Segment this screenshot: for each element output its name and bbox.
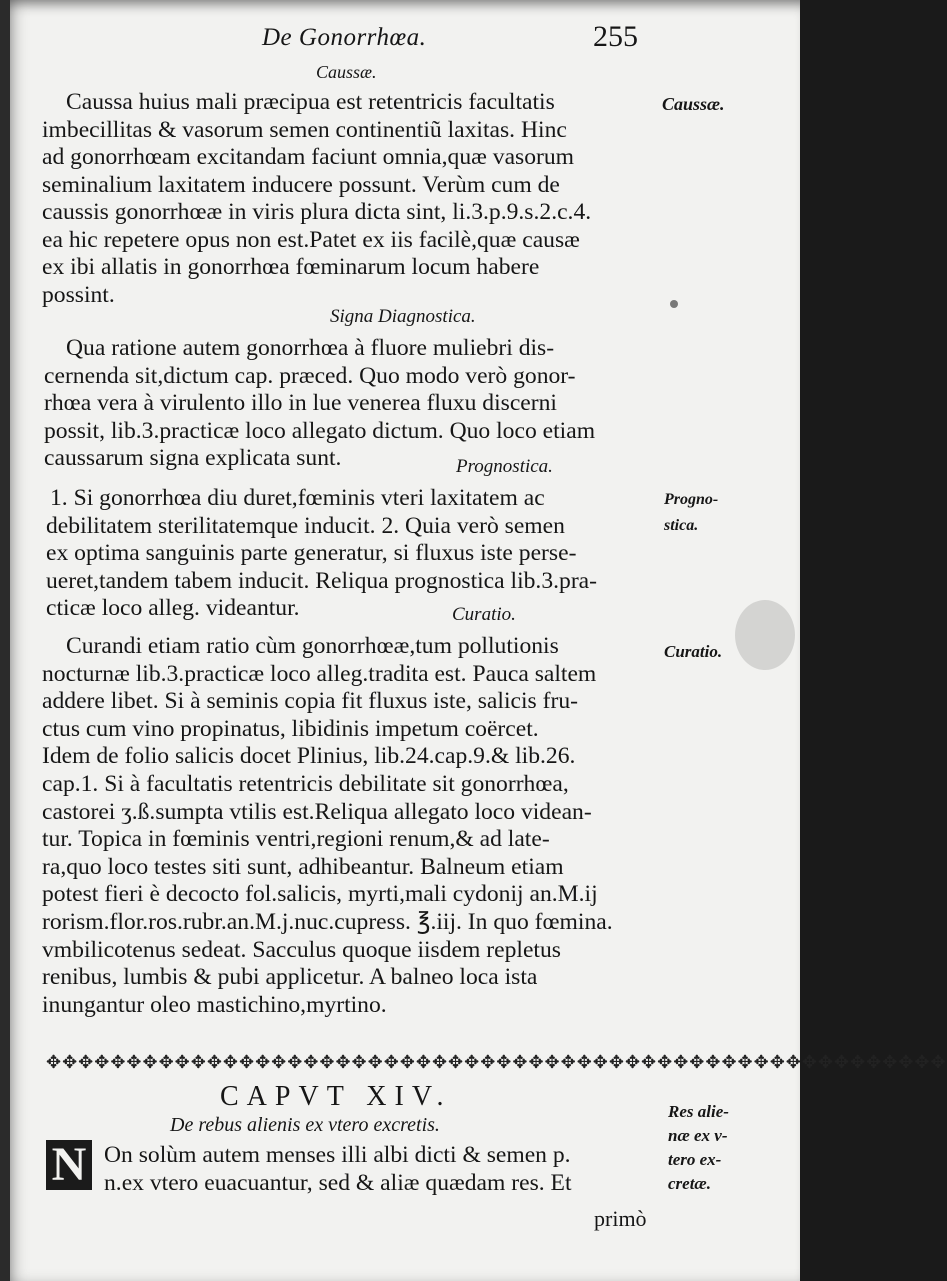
text-line: caussarum signa explicata sunt. [44, 445, 342, 471]
text-line: inungantur oleo mastichino,myrtino. [42, 991, 387, 1018]
section-heading-signa: Signa Diagnostica. [330, 306, 476, 327]
text-line: ex optima sanguinis parte generatur, si fluxus iste perse- [46, 540, 577, 566]
margin-note-causae: Caussæ. [662, 94, 725, 114]
text-line: potest fieri è decocto fol.salicis, myrti,mali cydonij an.M.ij [42, 881, 598, 908]
text-line: seminalium laxitatem inducere possunt. Verùm cum de [42, 171, 560, 198]
text-line: ueret,tandem tabem inducit. Reliqua prognostica lib.3.pra- [46, 567, 598, 594]
chapter-subtitle: De rebus alienis ex vtero excretis. [170, 1114, 440, 1136]
text-line: n.ex vtero euacuantur, sed & aliæ quædam res. Et [104, 1170, 572, 1196]
ornament-rule: ✥✥✥✥✥✥✥✥✥✥✥✥✥✥✥✥✥✥✥✥✥✥✥✥✥✥✥✥✥✥✥✥✥✥✥✥✥✥✥✥✥✥✥✥✥✥✥✥✥✥✥✥✥✥✥✥ [46, 1052, 947, 1073]
margin-note-prognostica-2: stica. [664, 517, 699, 534]
text-line: caussis gonorrhœæ in viris plura dicta sint, li.3.p.9.s.2.c.4. [42, 199, 592, 225]
text-line: ctus cum vino propinatus, libidinis impetum coërcet. [42, 715, 539, 742]
text-line: addere libet. Si à seminis copia fit fluxus iste, salicis fru- [42, 688, 578, 715]
text-line: Qua ratione autem gonorrhœa à fluore muliebri dis- [66, 335, 555, 361]
binding-edge [0, 0, 10, 1281]
dropcap-initial: N [46, 1140, 92, 1190]
text-line: Idem de folio salicis docet Plinius, lib.24.cap.9.& lib.26. [42, 743, 576, 770]
text-line: nocturnæ lib.3.practicæ loco alleg.tradita est. Pauca saltem [42, 660, 597, 687]
catchword: primò [594, 1206, 647, 1231]
margin-note-prognostica-1: Progno- [664, 491, 719, 508]
ink-smudge [735, 600, 795, 670]
text-line: ad gonorrhœam excitandam faciunt omnia,quæ vasorum [42, 144, 575, 170]
margin-note-curatio: Curatio. [664, 642, 723, 661]
text-line: ea hic repetere opus non est.Patet ex iis facilè,quæ causæ [42, 226, 580, 253]
text-line: tur. Topica in fœminis ventri,regioni renum,& ad late- [42, 826, 550, 853]
ink-spot [670, 300, 678, 308]
text-line: cap.1. Si à facultatis retentricis debilitate sit gonorrhœa, [42, 771, 569, 797]
page-header [0, 18, 800, 58]
margin-note-res-2: næ ex v- [668, 1126, 728, 1145]
text-line: cernenda sit,dictum cap. præced. Quo modo verò gonor- [44, 362, 576, 389]
text-line: imbecillitas & vasorum semen continentiũ laxitas. Hinc [42, 116, 567, 143]
running-title: De Gonorrhœa. [262, 24, 427, 51]
text-line: 1. Si gonorrhœa diu duret,fœminis vteri laxitatem ac [50, 485, 545, 511]
text-line: castorei ʒ.ß.sumpta vtilis est.Reliqua allegato loco videan- [42, 798, 592, 825]
text-line: ex ibi allatis in gonorrhœa fœminarum locum habere [42, 254, 540, 280]
text-line: On solùm autem menses illi albi dicti & semen p. [104, 1142, 571, 1168]
chapter-title: CAPVT XIV. [220, 1081, 452, 1112]
text-line: Curandi etiam ratio cùm gonorrhœæ,tum pollutionis [66, 633, 559, 659]
margin-note-res-1: Res alie- [668, 1102, 729, 1121]
text-line: debilitatem sterilitatemque inducit. 2. Quia verò semen [46, 512, 565, 539]
text-line: rhœa vera à virulento illo in lue venerea fluxu discerni [44, 390, 557, 416]
text-line: Caussa huius mali præcipua est retentricis facultatis [66, 89, 555, 115]
text-line: cticæ loco alleg. videantur. [46, 595, 300, 621]
page-number: 255 [593, 20, 638, 53]
margin-note-res-4: cretæ. [668, 1174, 711, 1193]
section-heading-curatio: Curatio. [452, 604, 516, 625]
text-line: vmbilicotenus sedeat. Sacculus quoque iisdem repletus [42, 936, 561, 963]
text-line: renibus, lumbis & pubi applicetur. A balneo loca ista [42, 964, 538, 991]
text-line: possint. [42, 281, 115, 308]
text-line: possit, lib.3.practicæ loco allegato dictum. Quo loco etiam [44, 417, 596, 444]
section-heading-causae: Caussæ. [316, 62, 377, 82]
text-line: ra,quo loco testes siti sunt, adhibeantur. Balneum etiam [42, 853, 564, 880]
section-heading-prognostica: Prognostica. [456, 456, 553, 477]
text-line: rorism.flor.ros.rubr.an.M.j.nuc.cupress. ℥.iij. In quo fœmina. [42, 909, 613, 935]
margin-note-res-3: tero ex- [668, 1150, 722, 1169]
